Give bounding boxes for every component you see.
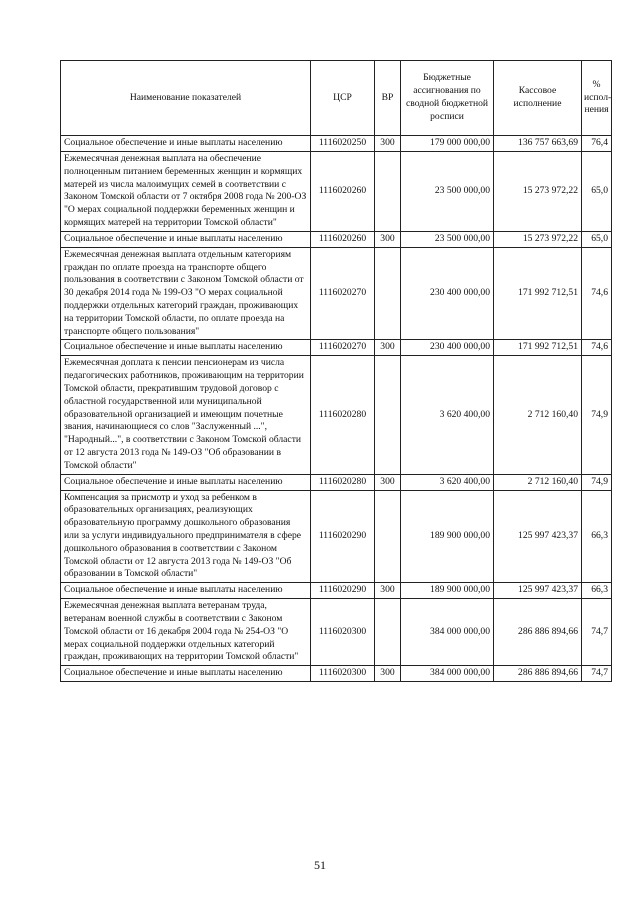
cell-name: Социальное обеспечение и иные выплаты населению [61, 340, 311, 356]
cell-csr: 1116020250 [311, 136, 375, 152]
cell-csr: 1116020290 [311, 490, 375, 583]
cell-vr: 300 [375, 583, 401, 599]
header-name: Наименование показателей [61, 61, 311, 136]
table-row [61, 490, 612, 583]
cell-csr: 1116020280 [311, 356, 375, 474]
cell-cash: 136 757 663,69 [494, 136, 582, 152]
cell-budget: 189 900 000,00 [401, 490, 494, 583]
cell-pct: 74,7 [582, 666, 612, 682]
cell-pct: 74,9 [582, 356, 612, 474]
table-row [61, 583, 612, 599]
budget-execution-table [60, 60, 612, 682]
cell-vr [375, 356, 401, 474]
table-row [61, 599, 612, 666]
cell-pct: 74,7 [582, 599, 612, 666]
cell-name: Ежемесячная денежная выплата отдельным категориям граждан по оплате проезда на транспорте общего пользования в соответствии с Законом Томской области от 30 декабря 2014 года № 199-ОЗ "О мерах социальной поддержки отдельных категорий граждан, проживающих на территории Томской области, по оплате проезда на транспорте общего пользования" [61, 247, 311, 340]
cell-budget: 3 620 400,00 [401, 474, 494, 490]
cell-budget: 23 500 000,00 [401, 231, 494, 247]
cell-cash: 15 273 972,22 [494, 231, 582, 247]
cell-budget: 230 400 000,00 [401, 247, 494, 340]
table-row [61, 152, 612, 232]
cell-csr: 1116020300 [311, 599, 375, 666]
cell-budget: 23 500 000,00 [401, 152, 494, 232]
cell-cash: 15 273 972,22 [494, 152, 582, 232]
header-cash: Кассовое исполнение [494, 61, 582, 136]
cell-budget: 3 620 400,00 [401, 356, 494, 474]
cell-vr: 300 [375, 136, 401, 152]
header-pct: % испол-нения [582, 61, 612, 136]
cell-cash: 125 997 423,37 [494, 583, 582, 599]
cell-name: Социальное обеспечение и иные выплаты населению [61, 231, 311, 247]
cell-pct: 74,9 [582, 474, 612, 490]
cell-cash: 125 997 423,37 [494, 490, 582, 583]
cell-csr: 1116020300 [311, 666, 375, 682]
cell-vr: 300 [375, 340, 401, 356]
cell-vr [375, 599, 401, 666]
cell-cash: 286 886 894,66 [494, 666, 582, 682]
cell-pct: 65,0 [582, 152, 612, 232]
cell-pct: 65,0 [582, 231, 612, 247]
page-number: 51 [314, 858, 326, 872]
table-row [61, 356, 612, 474]
cell-vr: 300 [375, 474, 401, 490]
cell-name: Ежемесячная денежная выплата на обеспечение полноценным питанием беременных женщин и кормящих матерей из числа малоимущих семей в соответствии с Законом Томской области от 7 октября 2008 года № 200-ОЗ "О мерах социальной поддержки беременных женщин и кормящих матерей на территории Томской области" [61, 152, 311, 232]
cell-cash: 2 712 160,40 [494, 356, 582, 474]
table-body [61, 136, 612, 682]
cell-cash: 286 886 894,66 [494, 599, 582, 666]
cell-csr: 1116020260 [311, 152, 375, 232]
table-header-row [61, 61, 612, 136]
cell-csr: 1116020290 [311, 583, 375, 599]
cell-budget: 230 400 000,00 [401, 340, 494, 356]
cell-vr: 300 [375, 231, 401, 247]
table-row [61, 340, 612, 356]
cell-budget: 384 000 000,00 [401, 599, 494, 666]
cell-pct: 66,3 [582, 583, 612, 599]
cell-name: Социальное обеспечение и иные выплаты населению [61, 583, 311, 599]
cell-vr [375, 152, 401, 232]
cell-pct: 76,4 [582, 136, 612, 152]
cell-name: Ежемесячная денежная выплата ветеранам труда, ветеранам военной службы в соответствии с Законом Томской области от 16 декабря 2004 года № 254-ОЗ "О мерах социальной поддержки отдельных категорий граждан, проживающих на территории Томской области" [61, 599, 311, 666]
cell-budget: 384 000 000,00 [401, 666, 494, 682]
cell-csr: 1116020260 [311, 231, 375, 247]
cell-vr [375, 247, 401, 340]
cell-name: Социальное обеспечение и иные выплаты населению [61, 666, 311, 682]
cell-budget: 189 900 000,00 [401, 583, 494, 599]
header-csr: ЦСР [311, 61, 375, 136]
table-row [61, 247, 612, 340]
cell-name: Социальное обеспечение и иные выплаты населению [61, 474, 311, 490]
cell-name: Компенсация за присмотр и уход за ребенком в образовательных организациях, реализующих образовательную программу дошкольного образования или за услуги индивидуального предпринимателя в сфере дошкольного образования в соответствии с Законом Томской области от 12 августа 2013 года № 149-ОЗ "Об образовании в Томской области" [61, 490, 311, 583]
table-row [61, 231, 612, 247]
cell-budget: 179 000 000,00 [401, 136, 494, 152]
header-vr: ВР [375, 61, 401, 136]
cell-name: Ежемесячная доплата к пенсии пенсионерам из числа педагогических работников, проживающим на территории Томской области, прекратившим трудовой договор с областной государственной или муниципальной образовательной организацией и имеющим почетные звания, начинающиеся со слов "Заслуженный ...", "Народный...", в соответствии с Законом Томской области от 12 августа 2013 года № 149-ОЗ "Об образовании в Томской области" [61, 356, 311, 474]
table-row [61, 666, 612, 682]
cell-csr: 1116020270 [311, 247, 375, 340]
cell-pct: 66,3 [582, 490, 612, 583]
cell-vr [375, 490, 401, 583]
table-row [61, 136, 612, 152]
header-budget: Бюджетные ассигнования по сводной бюджетной росписи [401, 61, 494, 136]
cell-pct: 74,6 [582, 247, 612, 340]
cell-cash: 2 712 160,40 [494, 474, 582, 490]
table-row [61, 474, 612, 490]
cell-cash: 171 992 712,51 [494, 247, 582, 340]
cell-pct: 74,6 [582, 340, 612, 356]
cell-name: Социальное обеспечение и иные выплаты населению [61, 136, 311, 152]
cell-csr: 1116020280 [311, 474, 375, 490]
cell-csr: 1116020270 [311, 340, 375, 356]
cell-cash: 171 992 712,51 [494, 340, 582, 356]
cell-vr: 300 [375, 666, 401, 682]
